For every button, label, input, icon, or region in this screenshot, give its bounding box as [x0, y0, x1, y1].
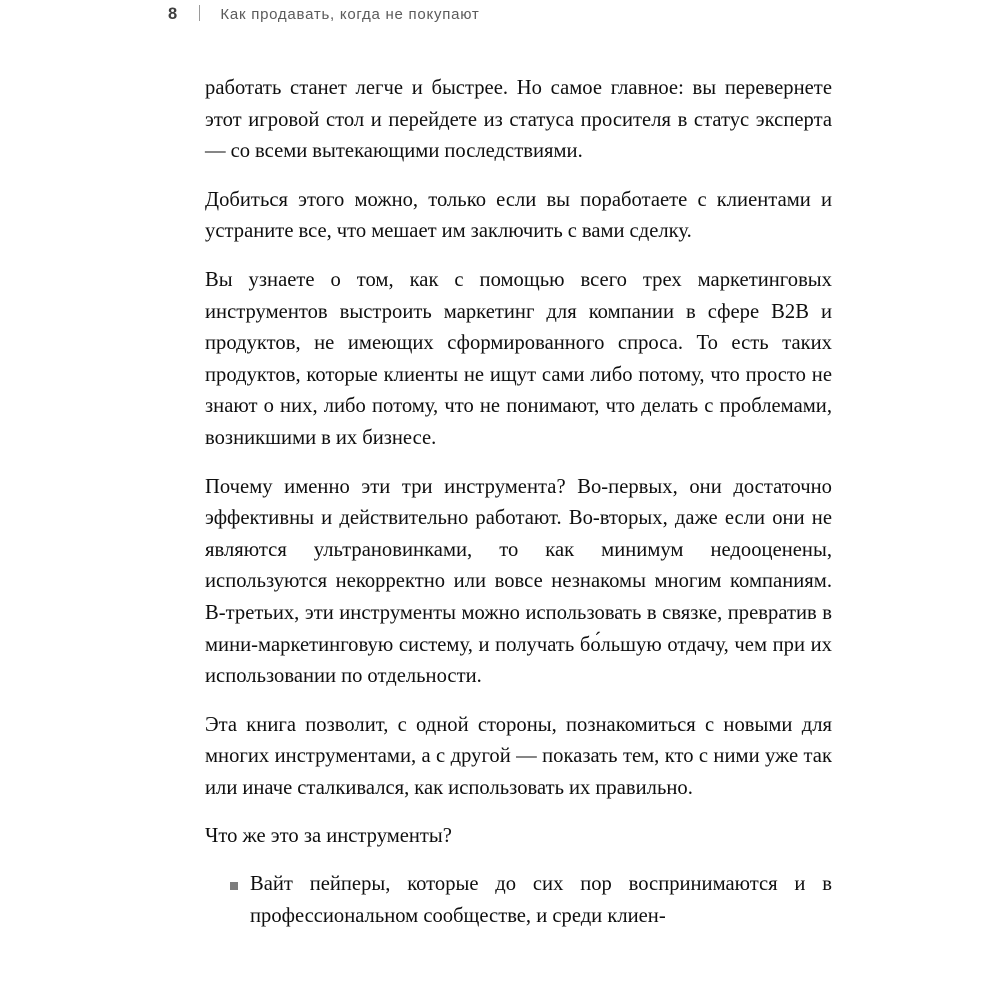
body-paragraph: Вы узнаете о том, как с помощью всего трех маркетинговых инструментов выстроить маркетинг для компании в сфере B2B и продуктов, не имеющих сформированного спроса. То есть таких продуктов, которые клиенты не ищут сами либо потому, что просто не знают о них, либо потому, что не понимают, что делать с проблемами, возникшими в их бизнесе.	[205, 268, 832, 449]
text-column	[205, 73, 832, 932]
running-head-title: Как продавать, когда не покупают	[220, 6, 480, 23]
body-question-line: Что же это за инструменты?	[205, 825, 452, 848]
page-number: 8	[168, 5, 178, 23]
body-paragraph: Эта книга позволит, с одной стороны, познакомиться с новыми для многих инструментами, а с другой — показать тем, кто с ними уже так или иначе сталкивался, как использовать их правильно.	[205, 713, 832, 799]
list-item-text: Вайт пейперы, которые до сих пор воспринимаются и в профессиональном сообществе, и среди клиен-	[250, 873, 832, 927]
body-paragraph: работать станет легче и быстрее. Но самое главное: вы перевернете этот игровой стол и перейдете из статуса просителя в статус эксперта — со всеми вытекающими последствиями.	[205, 77, 832, 163]
square-bullet-icon	[230, 882, 238, 890]
running-head	[168, 3, 479, 27]
body-paragraph: Добиться этого можно, только если вы поработаете с клиентами и устраните все, что мешает им заключить с вами сделку.	[205, 188, 832, 243]
running-head-separator-rule	[199, 5, 200, 21]
body-paragraph: Почему именно эти три инструмента? Во-первых, они достаточно эффективны и действительно работают. Во-вторых, даже если они не являются ультрановинками, то как минимум недооценены, используются некорректно или вовсе незнакомы многим компаниям. В-третьих, эти инструменты можно использовать в связке, превратив в мини-маркетинговую систему, и получать бо́льшую отдачу, чем при их использовании по отдельности.	[205, 475, 832, 688]
list-item	[205, 869, 832, 932]
instruments-bullet-list	[205, 869, 832, 932]
